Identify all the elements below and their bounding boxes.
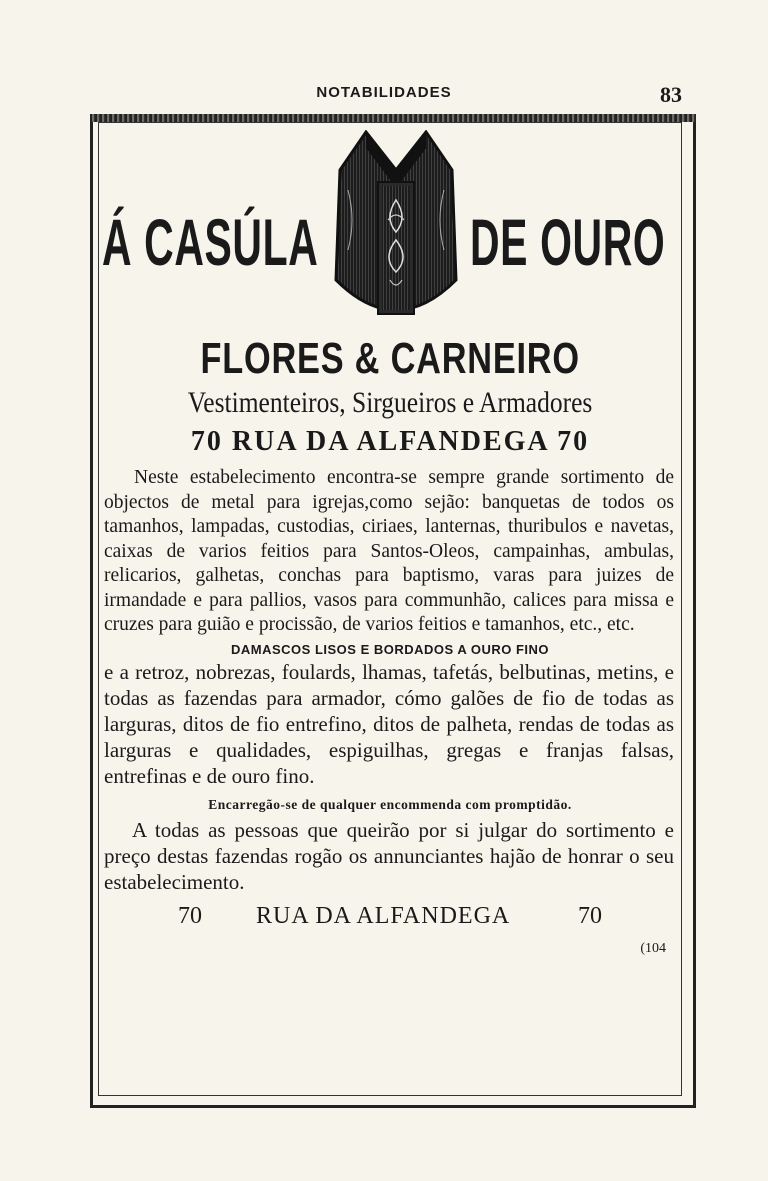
page-number: 83 (660, 82, 682, 107)
trade-line-text: Vestimenteiros, Sirgueiros e Armadores (187, 386, 593, 419)
note-line: Encarregão-se de qualquer encommenda com promptidão. (208, 796, 572, 812)
paragraph-2: e a retroz, nobrezas, foulards, lhamas, tafetás, belbutinas, metins, e todas as fazendas para armador, cómo galões de fio de todas as larguras, ditos de fio entrefino, ditos de palheta, rendas de todas as larguras e qualidades, espiguilhas, gregas e franjas falsas, entrefinas e de ouro fino. (104, 659, 674, 788)
headline-right: DE OURO (470, 205, 666, 279)
address-street: RUA DA ALFANDEGA (256, 902, 511, 929)
address-number-left: 70 (178, 902, 202, 929)
address-number-right: 70 (578, 902, 602, 929)
trade-line (100, 386, 680, 420)
firm-name (100, 334, 680, 384)
address-bottom (100, 902, 680, 956)
running-title: NOTABILIDADES (316, 84, 452, 101)
paragraph-3: A todas as pessoas que queirão por si julgar do sortimento e preço destas fazendas rogão os annunciantes hajão de honrar o seu estabelecimento. (104, 817, 674, 894)
paragraph-1: Neste estabelecimento encontra-se sempre grande sortimento de objectos de metal para igrejas,como sejão: banquetas de todos os tamanhos, lampadas, custodias, ciriaes, lanternas, thuribulos e navetas, caixas de varios feitios para Santos-Oleos, campainhas, ambulas, relicarios, galhetas, conchas para baptismo, varas para juizes de irmandade e para pallios, vasos para communhão, calices para missa e cruzes para guião e procissão, de varios feitios e tamanhos, etc., etc. (104, 467, 674, 635)
running-head (0, 84, 768, 108)
advert-border-band (90, 114, 696, 122)
reference-number: (104 (640, 940, 666, 956)
subheading: DAMASCOS LISOS E BORDADOS A OURO FINO (231, 641, 549, 657)
firm-name-text: FLORES & CARNEIRO (200, 334, 580, 383)
advert-headline (100, 130, 680, 330)
chasuble-icon (326, 130, 466, 325)
advert (100, 130, 680, 956)
address-top: 70 RUA DA ALFANDEGA 70 (190, 426, 590, 457)
headline-left: Á CASÚLA (102, 205, 319, 279)
